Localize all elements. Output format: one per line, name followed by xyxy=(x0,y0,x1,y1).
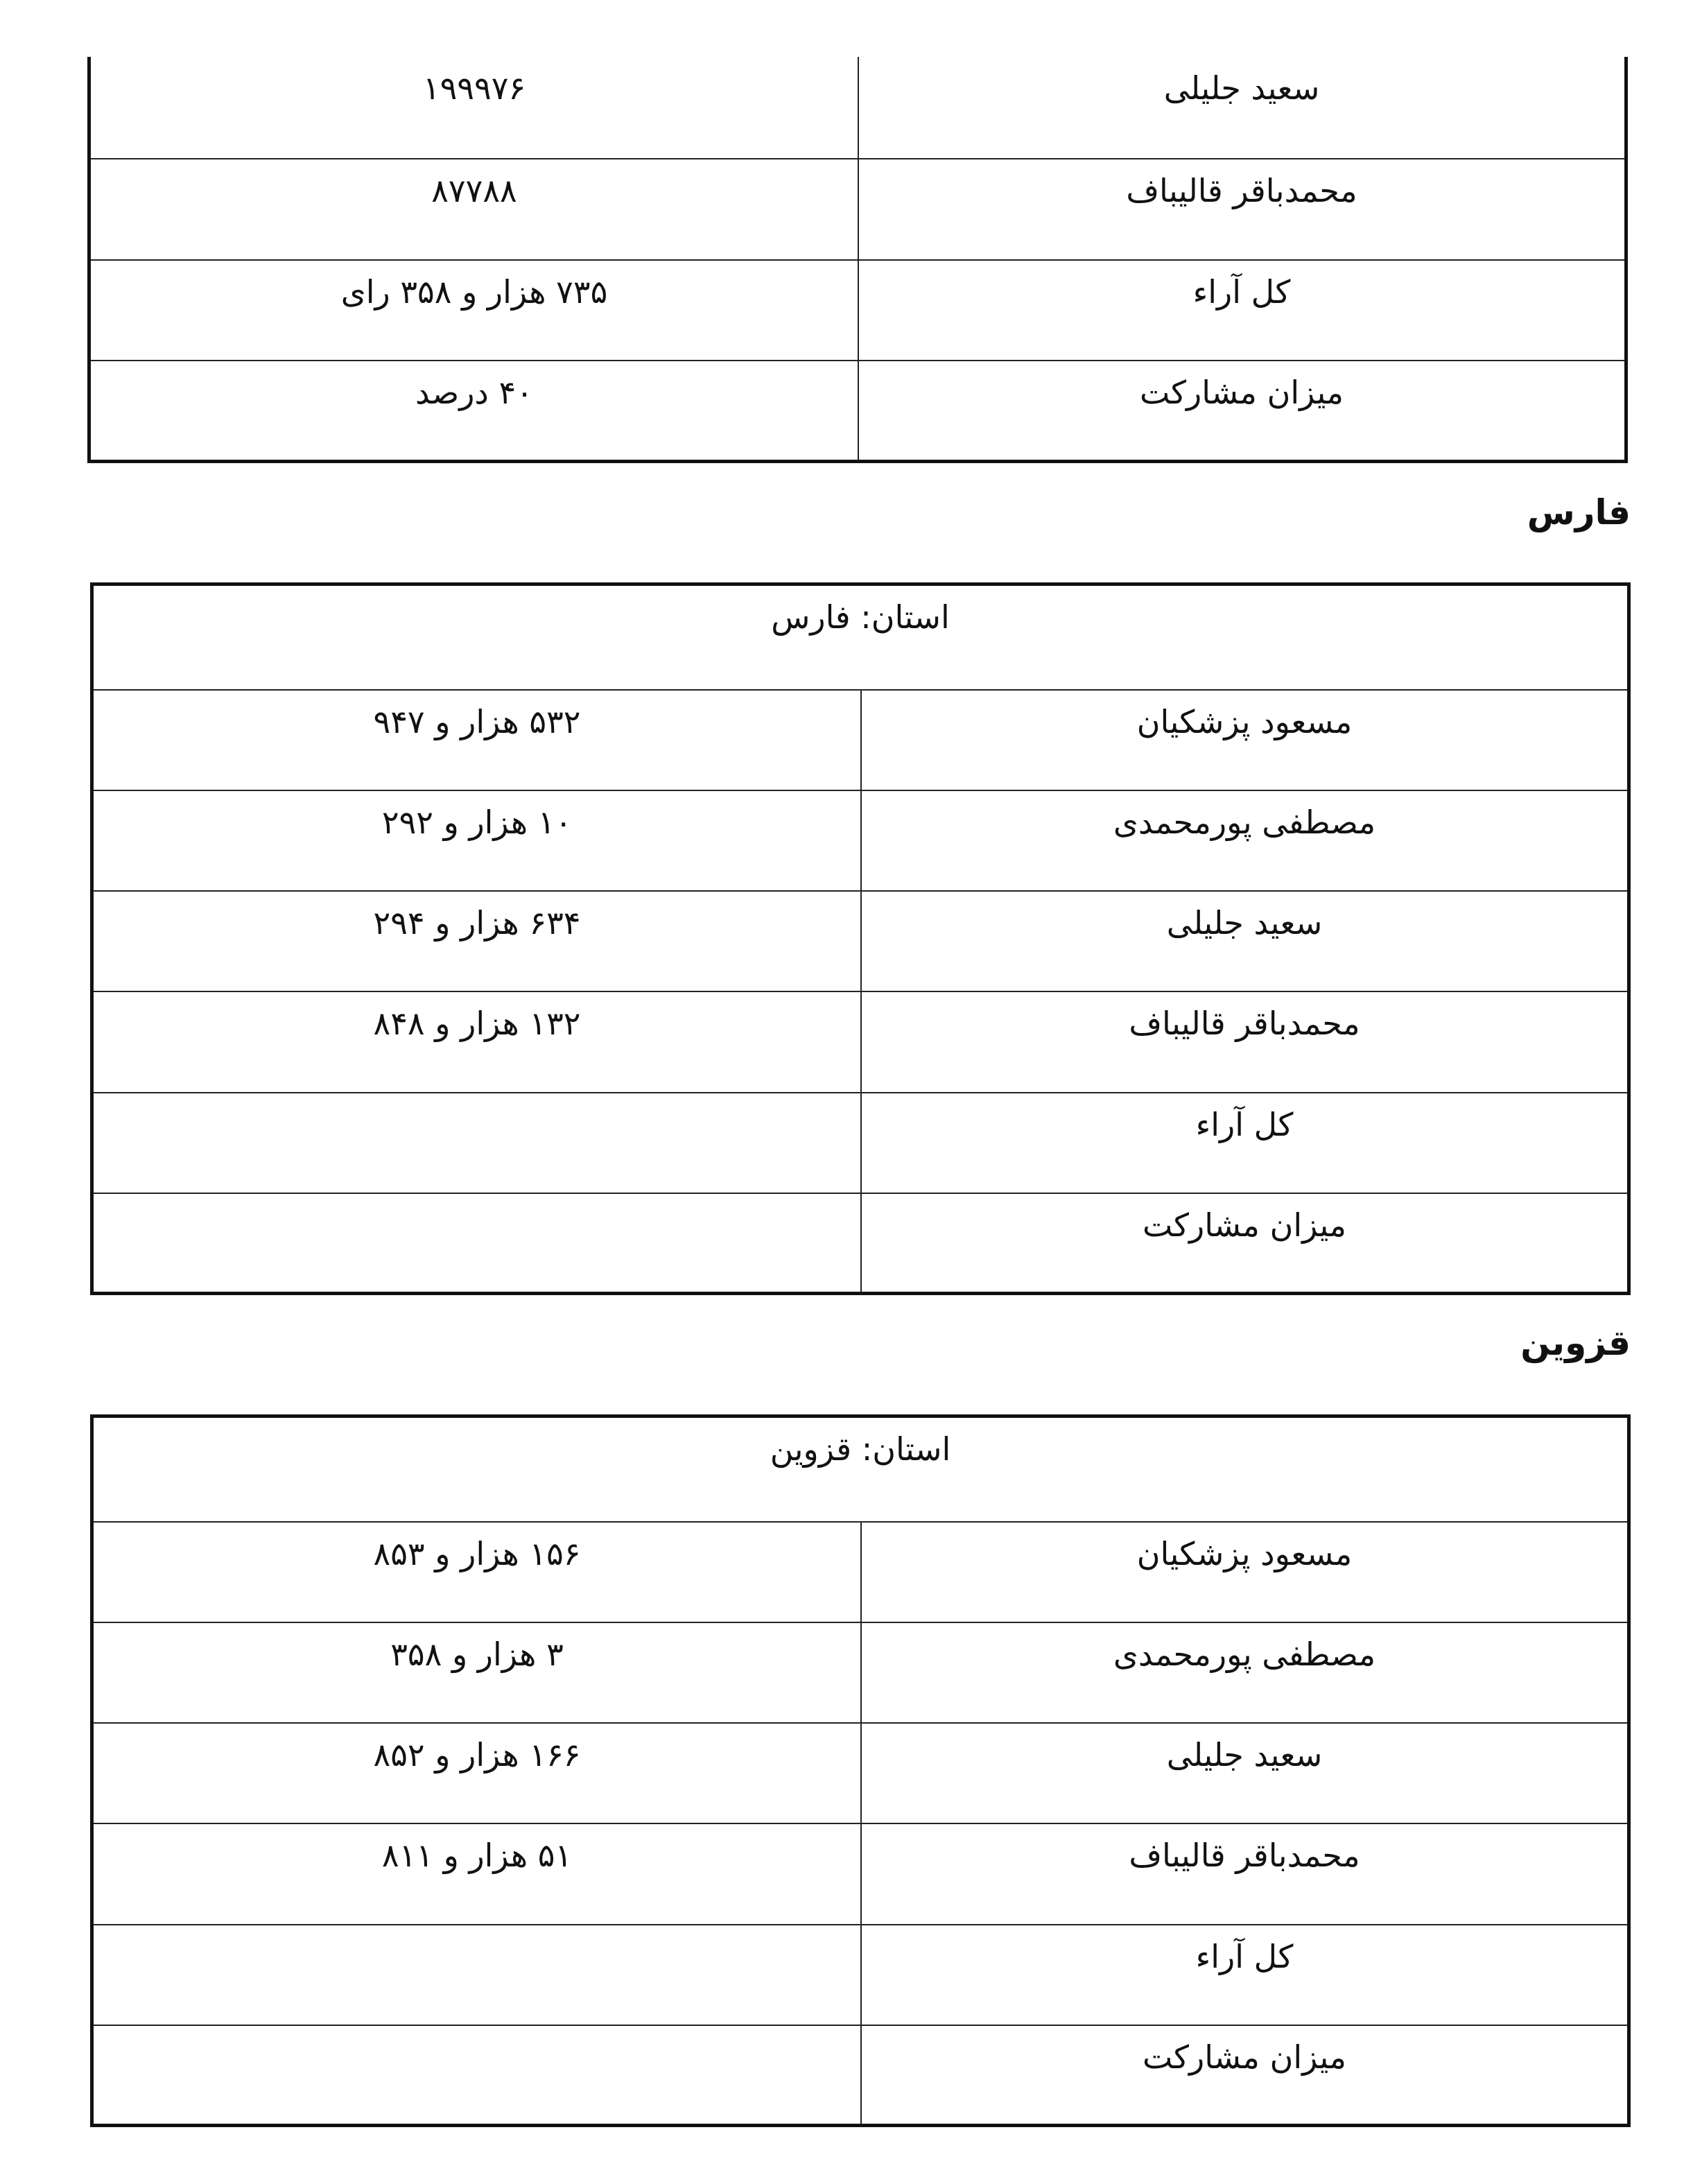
table-row xyxy=(94,1092,1627,1193)
table-row xyxy=(94,890,1627,991)
turnout-label: میزان مشارکت xyxy=(860,2026,1627,2124)
table-row xyxy=(91,360,1624,460)
vote-count: ۶۳۴ هزار و ۲۹۴ xyxy=(373,904,581,942)
table-row xyxy=(94,991,1627,1092)
table-row xyxy=(94,689,1627,790)
table-row xyxy=(91,259,1624,360)
table-row xyxy=(94,1924,1627,2025)
turnout-label: میزان مشارکت xyxy=(858,361,1624,460)
province-caption: استان: فارس xyxy=(771,598,950,636)
vote-count: ۵۳۲ هزار و ۹۴۷ xyxy=(373,703,581,740)
table-caption-row xyxy=(94,1418,1627,1521)
vote-count: ۳ هزار و ۳۵۸ xyxy=(390,1636,564,1673)
province-caption: استان: قزوین xyxy=(770,1430,951,1468)
table-row xyxy=(94,1823,1627,1924)
vote-count: ۱۳۲ هزار و ۸۴۸ xyxy=(373,1005,581,1042)
total-votes-value: ۷۳۵ هزار و ۳۵۸ رای xyxy=(340,273,608,311)
vote-count: ۱۰ هزار و ۲۹۲ xyxy=(381,804,573,841)
candidate-name: مصطفی پورمحمدی xyxy=(860,791,1627,890)
turnout-value xyxy=(94,2026,860,2124)
top-results-table xyxy=(87,57,1628,463)
candidate-name: مسعود پزشکیان xyxy=(860,1523,1627,1622)
table-row xyxy=(94,790,1627,890)
turnout-label: میزان مشارکت xyxy=(860,1194,1627,1292)
table-row xyxy=(94,1521,1627,1622)
vote-count: ۵۱ هزار و ۸۱۱ xyxy=(381,1837,573,1874)
table-row xyxy=(94,1622,1627,1722)
total-votes-value xyxy=(94,1093,860,1193)
table-caption-row xyxy=(94,586,1627,689)
total-votes-label: کل آراء xyxy=(860,1925,1627,2025)
total-votes-label: کل آراء xyxy=(858,261,1624,360)
total-votes-value xyxy=(94,1925,860,2025)
candidate-name: محمدباقر قالیباف xyxy=(858,159,1624,259)
vote-count: ۱۵۶ هزار و ۸۵۳ xyxy=(373,1535,581,1572)
candidate-name: محمدباقر قالیباف xyxy=(860,1824,1627,1924)
candidate-name: مصطفی پورمحمدی xyxy=(860,1623,1627,1722)
table-row xyxy=(94,2025,1627,2124)
vote-count: ۸۷۷۸۸ xyxy=(431,172,517,209)
qazvin-results-table xyxy=(90,1414,1631,2127)
turnout-value: ۴۰ درصد xyxy=(415,374,533,411)
candidate-name: سعید جلیلی xyxy=(860,892,1627,991)
section-heading-qazvin: قزوین xyxy=(1520,1323,1631,1363)
section-heading-fars: فارس xyxy=(1527,492,1631,532)
fars-results-table xyxy=(90,582,1631,1295)
candidate-name: سعید جلیلی xyxy=(858,57,1624,158)
total-votes-label: کل آراء xyxy=(860,1093,1627,1193)
table-row xyxy=(94,1722,1627,1823)
vote-count: ۱۹۹۹۷۶ xyxy=(422,69,526,107)
vote-count: ۱۶۶ هزار و ۸۵۲ xyxy=(373,1736,581,1774)
table-row xyxy=(91,158,1624,259)
table-row xyxy=(91,57,1624,158)
candidate-name: سعید جلیلی xyxy=(860,1724,1627,1823)
candidate-name: مسعود پزشکیان xyxy=(860,691,1627,790)
candidate-name: محمدباقر قالیباف xyxy=(860,992,1627,1092)
turnout-value xyxy=(94,1194,860,1292)
table-row xyxy=(94,1193,1627,1292)
